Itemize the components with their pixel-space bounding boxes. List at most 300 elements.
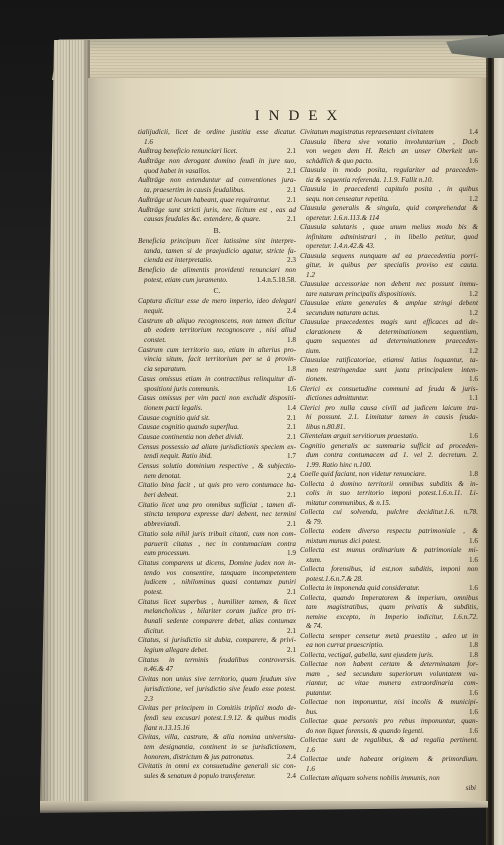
- entry-text: 1.2: [306, 270, 315, 279]
- entry-text: Clerici pro nulla causa civili ad judicem laicum tra-: [300, 403, 478, 412]
- index-entry: [300, 774, 478, 784]
- entry-text: spositioni juris communis.: [144, 384, 220, 393]
- index-entry: [138, 559, 296, 598]
- entry-text: tialijudicii, licet de ordine justitia esse dicatur.: [138, 128, 296, 136]
- entry-text: Cognitio generalis ac summaria sufficit ad proceden-: [300, 441, 478, 450]
- entry-text: Coelle quid faciant, non videtur renunciare.: [300, 470, 427, 478]
- index-entry: [138, 762, 296, 781]
- entry-text: xtum.: [306, 555, 322, 564]
- index-entry: [300, 442, 478, 471]
- page-ref: 1.4.n.5.18.58.: [256, 275, 296, 284]
- index-entry: [300, 698, 478, 717]
- entry-text: riantur, ac vitae munera extraordinaria com-: [306, 679, 478, 687]
- index-line: [138, 695, 296, 705]
- catchword: sibi: [465, 783, 476, 792]
- entry-text: fiant n.13.15.16: [144, 723, 190, 732]
- index-entry: [138, 266, 296, 285]
- entry-text: potest.1.6.n.7.& 28.: [306, 574, 363, 583]
- index-line: [300, 508, 478, 518]
- index-entry: [300, 717, 478, 736]
- index-line: [138, 317, 296, 327]
- index-entry: [300, 318, 478, 356]
- index-line: [138, 206, 296, 216]
- index-entry: [300, 404, 478, 433]
- index-line: [138, 481, 296, 491]
- index-entry: [138, 375, 296, 394]
- index-entry: [300, 138, 478, 167]
- page-ref: 2.1: [287, 413, 296, 422]
- entry-text: honorem, districtum & jus patronatus.: [144, 752, 255, 761]
- page-ref: 1.2: [469, 346, 478, 355]
- entry-text: Collectae unde habeant originem & primordium.: [300, 755, 478, 763]
- entry-text: gitur, in quibus per specialis proviso est cauta.: [306, 261, 478, 269]
- entry-text: dicitur.: [144, 626, 165, 635]
- page-ref: 1.2: [469, 289, 478, 298]
- index-line: [138, 433, 296, 443]
- entry-text: 1.6: [306, 764, 315, 773]
- entry-text: Casus omissus per vim pacti non excludit dispositi-: [138, 394, 296, 403]
- index-column-left: [138, 128, 296, 782]
- entry-text: Collecta eodem diverso respectu patrimoniale , &: [300, 527, 478, 535]
- page-ref: 2.1: [287, 646, 296, 655]
- entry-text: Außträge non extenduntur ad conventiones jura-: [138, 176, 296, 185]
- entry-text: cia separatum.: [144, 365, 187, 374]
- index-line: [300, 366, 478, 376]
- index-entry: [138, 530, 296, 559]
- page-ref: 2.1: [287, 520, 296, 529]
- index-line: [300, 147, 478, 157]
- page-ref: 1.4: [287, 403, 296, 412]
- entry-text: Clientelam arguit servitiorum praestatio.: [300, 432, 419, 440]
- index-line: [300, 299, 478, 309]
- index-line: [300, 565, 478, 575]
- index-entry: [138, 598, 296, 637]
- index-line: [300, 670, 478, 680]
- index-line: [300, 594, 478, 604]
- index-line: [138, 394, 296, 404]
- entry-text: tendi nequit. Ratio ibid.: [144, 452, 213, 461]
- entry-text: Clausulae ratificatoriae, etiamsi latius loquantur, ta-: [300, 356, 478, 364]
- entry-text: Civitas, villa, castrum, & alia nomina universita-: [138, 733, 296, 742]
- index-entry: [300, 385, 478, 404]
- index-entry: [300, 584, 478, 594]
- index-entry: [138, 675, 296, 704]
- entry-text: nemine excepto, in Imperio indicitur, 1.6.n.72.: [306, 612, 478, 621]
- index-line: [138, 157, 296, 167]
- index-entry: [300, 594, 478, 632]
- index-line: [300, 138, 478, 148]
- index-line: [300, 689, 478, 699]
- index-line: [300, 261, 478, 271]
- page-ref: 1.6: [469, 156, 478, 165]
- index-line: [300, 166, 478, 176]
- index-line: [138, 186, 296, 196]
- entry-text: Collecta est munus ordinarium & patrimoniale mi-: [300, 546, 478, 554]
- entry-text: tem designantia, continent in se jurisdictionem,: [144, 742, 296, 751]
- entry-text: beri debeat.: [144, 491, 179, 500]
- index-entry: [138, 501, 296, 530]
- index-line: [138, 138, 296, 148]
- index-line: [138, 530, 296, 540]
- page-ref: 1.8: [287, 365, 296, 374]
- index-entry: [138, 481, 296, 500]
- index-line: [138, 598, 296, 608]
- index-line: [138, 588, 296, 598]
- page-ref: 1.6: [469, 688, 478, 697]
- entry-text: Collectam aliquam solvens nobilis immunis, non: [300, 774, 440, 782]
- entry-text: libus n.80.81.: [306, 422, 346, 431]
- facing-page-edge: [494, 58, 504, 845]
- entry-text: Außträge sunt stricti juris, nec licitum est , eas ad: [138, 205, 296, 214]
- page-ref: 1.8: [469, 641, 478, 649]
- index-line: [138, 326, 296, 336]
- entry-text: Citatus, si jurisdictio sit dubia, comparere, & privi-: [138, 636, 296, 645]
- index-line: [300, 328, 478, 338]
- index-line: [300, 356, 478, 366]
- index-line: [300, 727, 478, 737]
- index-line: [300, 128, 478, 138]
- entry-text: 1.6: [144, 137, 153, 146]
- entry-text: Citatio sola nihil juris tribuit citanti, cum non com-: [138, 529, 296, 538]
- index-entry: [300, 565, 478, 584]
- index-line: [138, 355, 296, 365]
- index-entry: [300, 223, 478, 252]
- index-line: [138, 772, 296, 782]
- page-ref: 1.6: [469, 375, 478, 383]
- entry-text: Census possessio ad aliam jurisdictionis speciem ex-: [138, 442, 296, 451]
- entry-text: Außträge ut locum habeant, quae requirantur.: [138, 195, 271, 204]
- entry-text: Citatus comparens ut dicens, Domine judex non in-: [138, 558, 296, 567]
- entry-text: mitatur communibus, & n.15.: [306, 498, 391, 507]
- index-entry: [300, 527, 478, 546]
- index-line: [138, 714, 296, 724]
- index-entry: [300, 632, 478, 651]
- entry-text: tanda, tamen si de praejudicio agatur, stricte fa-: [144, 246, 296, 255]
- entry-text: men restringendae sunt juxta principalem inten-: [306, 365, 478, 374]
- index-entry: [300, 185, 478, 204]
- entry-text: von wegen dem H. Reich an unser Oberkeit un-: [306, 147, 478, 155]
- index-line: [138, 336, 296, 346]
- index-line: [138, 247, 296, 257]
- index-line: [138, 266, 296, 276]
- entry-text: Außtrag beneficio renunciari licet.: [138, 147, 238, 156]
- entry-text: 2.3: [144, 694, 153, 703]
- page-ref: 1.6: [469, 584, 478, 592]
- index-line: [138, 215, 296, 225]
- index-line: [138, 704, 296, 714]
- index-line: [300, 480, 478, 490]
- index-line: [138, 375, 296, 385]
- page-ref: 2.1: [287, 195, 296, 204]
- entry-text: Civitatis in omni ex consuetudine generali sic con-: [138, 762, 296, 771]
- index-line: [138, 404, 296, 414]
- entry-text: dictiones admittuntur.: [306, 394, 369, 402]
- page-ref: 2.1: [287, 147, 296, 156]
- index-line: [138, 147, 296, 157]
- index-line: [300, 632, 478, 642]
- index-entry: [138, 176, 296, 195]
- index-entry: [138, 443, 296, 462]
- index-line: [138, 675, 296, 685]
- index-entry: [300, 480, 478, 509]
- entry-text: abbreviandi.: [144, 520, 181, 529]
- index-entry: [300, 299, 478, 318]
- entry-text: Collectae non imponuntur, nisi incolis & municipi-: [300, 698, 478, 706]
- index-line: [300, 204, 478, 214]
- index-line: [300, 157, 478, 167]
- index-entry: [138, 346, 296, 375]
- index-line: [138, 237, 296, 247]
- index-entry: [300, 204, 478, 223]
- index-line: [300, 584, 478, 594]
- index-entry: [300, 356, 478, 385]
- entry-text: schädlich & quo pacto.: [306, 156, 374, 165]
- index-entry: [300, 432, 478, 442]
- index-entry: [300, 660, 478, 698]
- index-line: [300, 375, 478, 385]
- entry-text: Causae cognitio quando superflua.: [138, 423, 240, 432]
- index-entry: [138, 157, 296, 176]
- entry-text: bunali sedente comparere debet, alias contumax: [144, 617, 296, 625]
- index-line: [138, 646, 296, 656]
- entry-text: Collectae quae personis pro rebus imponuntur, quan-: [300, 717, 478, 725]
- entry-text: quod habet in vasallos.: [144, 166, 211, 175]
- index-line: [300, 537, 478, 547]
- index-line: [138, 297, 296, 307]
- index-line: [300, 461, 478, 471]
- page-ref: 2.1: [287, 166, 296, 175]
- index-heading: INDEX: [254, 108, 347, 124]
- index-entry: [138, 704, 296, 733]
- index-line: [138, 346, 296, 356]
- entry-text: Civitas non unius sive territorio, quam feudum sive: [138, 675, 296, 684]
- index-entry: [138, 196, 296, 206]
- index-line: [300, 242, 478, 252]
- index-line: [138, 423, 296, 433]
- index-line: [300, 214, 478, 224]
- entry-text: Clausulae praecedentes magis sunt efficaces ad de-: [300, 318, 478, 326]
- index-line: [300, 185, 478, 195]
- page-ref: 1.1: [469, 394, 478, 402]
- entry-text: Collecta, vectigal, gabella, sunt ejusdem juris.: [300, 650, 434, 659]
- entry-text: Civitas per principem in Comitiis triplici modo de-: [138, 704, 296, 713]
- page-ref: 1.9: [287, 549, 296, 558]
- index-line: [138, 462, 296, 472]
- index-line: [300, 717, 478, 727]
- entry-text: bus.: [306, 707, 318, 716]
- entry-text: sequ. non censeatur repetita.: [306, 194, 389, 203]
- page-ref: 1.6: [287, 384, 296, 393]
- index-line: [300, 698, 478, 708]
- index-line: [300, 736, 478, 746]
- index-entry: [138, 297, 296, 316]
- index-entry: [300, 651, 478, 661]
- entry-text: Beneficia principum licet latissime sint interpre-: [138, 236, 296, 245]
- page-ref: 1.6: [469, 536, 478, 545]
- entry-text: do non liquet forensis, & quando legenti.: [306, 726, 424, 735]
- entry-text: putantur.: [306, 688, 332, 697]
- index-line: [138, 196, 296, 206]
- index-line: [138, 472, 296, 482]
- entry-text: colis in suo territorio imponi potest.1.6.n.11. Li-: [306, 489, 478, 497]
- entry-text: Castrum ab aliquo recognoscens, non tamen dicitur: [138, 316, 296, 325]
- entry-text: tium.: [306, 346, 321, 355]
- entry-text: melancholicus , hilariter coram judice pro tri-: [144, 607, 296, 616]
- book-bottom-edge: [40, 801, 488, 813]
- index-line: [138, 501, 296, 511]
- index-line: [300, 271, 478, 281]
- index-line: [138, 128, 296, 138]
- entry-text: Collecta cui solvenda, pulchre deciditur.1.6. n.78.: [300, 508, 478, 516]
- index-line: [138, 452, 296, 462]
- entry-text: ab eodem territorium recognoscere , nisi aliud: [144, 326, 296, 335]
- index-line: [300, 394, 478, 404]
- entry-text: Castrum cum territorio suo, etiam in alterius pro-: [138, 345, 296, 354]
- entry-text: Außträge non derogant domino feudi in jure suo,: [138, 157, 296, 166]
- entry-text: Clausula salutaris , quae unum melius modo bis &: [300, 223, 478, 231]
- entry-text: vincia situm, facit territorium per se à provin-: [144, 355, 296, 364]
- index-line: [138, 520, 296, 530]
- entry-text: potest.: [144, 587, 163, 596]
- index-line: [138, 491, 296, 501]
- entry-text: mixtum munus dici potest.: [306, 536, 382, 545]
- index-line: [138, 665, 296, 675]
- page-ref: 2.1: [287, 423, 296, 432]
- index-line: [300, 337, 478, 347]
- entry-text: Clausula sequens nunquam ad ea praecedentia porri-: [300, 251, 478, 260]
- entry-text: Citatus in terminis feudalibus controversis.: [138, 655, 296, 664]
- index-column-right: [300, 128, 478, 793]
- index-entry: [300, 736, 478, 755]
- index-entry: [300, 755, 478, 774]
- index-line: [300, 746, 478, 756]
- index-line: [300, 622, 478, 632]
- index-line: [300, 546, 478, 556]
- entry-text: tionem pacti legalis.: [144, 403, 203, 412]
- index-entry: [300, 546, 478, 565]
- index-line: [300, 223, 478, 233]
- index-line: [300, 765, 478, 775]
- entry-text: cienda est interpretatio.: [144, 256, 213, 265]
- index-line: [300, 413, 478, 423]
- page-ref: 2.1: [287, 432, 296, 441]
- index-line: [300, 404, 478, 414]
- entry-text: Citatio licet una pro omnibus sufficiat , tamen di-: [138, 500, 296, 509]
- index-line: [138, 559, 296, 569]
- page-ref: 2.1: [287, 626, 296, 635]
- index-line: [300, 556, 478, 566]
- book-gutter: [486, 58, 494, 845]
- entry-text: Captura dicitur esse de mero imperio, ideo delegari: [138, 297, 296, 306]
- index-line: [138, 762, 296, 772]
- page-ref: 2.1: [287, 215, 296, 224]
- entry-text: Beneficio de alimentis providenti renunciari non: [138, 265, 296, 274]
- index-line: [138, 276, 296, 286]
- index-line: [138, 176, 296, 186]
- page-ref: 2.4: [287, 307, 296, 315]
- entry-text: legium allegare debet.: [144, 646, 209, 655]
- index-line: [138, 385, 296, 395]
- page-ref: 2.4: [287, 752, 296, 761]
- index-line: [300, 575, 478, 585]
- entry-text: Causae cognitio quid sit.: [138, 413, 210, 422]
- index-entry: [138, 128, 296, 147]
- page-ref: 1.7: [287, 452, 296, 461]
- index-line: [300, 309, 478, 319]
- index-line: [138, 365, 296, 375]
- index-entry: [300, 166, 478, 185]
- entry-text: Collectae sunt de regalibus, & ad regalia pertinent.: [300, 736, 478, 744]
- index-line: [300, 442, 478, 452]
- entry-text: Clausula in modo posita, regulariter ad praeceden-: [300, 166, 478, 174]
- index-line: [300, 641, 478, 651]
- entry-text: ea non currat praescriptio.: [306, 641, 384, 649]
- index-line: [138, 510, 296, 520]
- index-line: [300, 499, 478, 509]
- index-entry: [138, 147, 296, 157]
- index-line: [300, 176, 478, 186]
- index-line: [300, 252, 478, 262]
- entry-text: jurisdictione, vel jurisdictio sive feudo esse potest.: [144, 684, 296, 693]
- entry-text: stincta tempora expresse dari debent, nec termini: [144, 510, 296, 519]
- entry-text: tionem.: [306, 375, 328, 383]
- page-ref: 2.1: [287, 491, 296, 500]
- index-entry: [138, 394, 296, 413]
- entry-text: dum contra contumacem ad 1. vel 2. decretum. 2.: [306, 451, 478, 459]
- entry-text: constet.: [144, 336, 167, 345]
- entry-text: Casus omissus etiam in contractibus relinquitur di-: [138, 374, 296, 383]
- entry-text: Collecta à domino territorii omnibus subditis & in-: [300, 479, 478, 488]
- index-line: [138, 656, 296, 666]
- page-ref: 1.8: [469, 470, 478, 478]
- entry-text: Clausulae accessoriae non debent nec possunt immu-: [300, 280, 478, 288]
- entry-text: fendi seu excusari potest.1.9.12. & quibus modis: [144, 713, 296, 722]
- index-line: [300, 489, 478, 499]
- index-line: [138, 167, 296, 177]
- index-entry: [138, 636, 296, 655]
- entry-text: Collecta, quando Imperatorem & imperium, omnibus: [300, 593, 478, 602]
- entry-text: secundum naturam actus.: [306, 308, 380, 317]
- entry-text: & 79.: [306, 517, 323, 526]
- entry-text: & 74.: [306, 622, 323, 630]
- entry-text: Civitatum magistratus repraesentant civitatem: [300, 128, 434, 136]
- index-line: [300, 451, 478, 461]
- entry-text: operetur. 1.6.n.113.& 114: [306, 213, 380, 222]
- entry-text: Collecta forensibus, id est,non subditis, imponi non: [300, 565, 478, 573]
- index-line: [300, 470, 478, 480]
- index-line: [138, 569, 296, 579]
- entry-text: Collecta semper censetur metà praestita , adeo ut in: [300, 631, 478, 640]
- index-entry: [138, 656, 296, 675]
- entry-text: tendo vos consentire, tanquam incompetentem: [144, 568, 296, 577]
- page-ref: 1.6: [469, 555, 478, 564]
- entry-text: operetur. 1.4.n.42.& 43.: [306, 242, 375, 250]
- entry-text: 1.6: [306, 745, 315, 754]
- index-line: [138, 307, 296, 317]
- entry-text: tia & sequentia referenda. 1.1.9. Fallit n.10.: [306, 175, 434, 184]
- index-line: [138, 443, 296, 453]
- index-line: [138, 256, 296, 266]
- index-entry: [138, 433, 296, 443]
- section-letter: B.: [213, 225, 221, 235]
- index-line: [138, 724, 296, 734]
- entry-text: nequit.: [144, 307, 164, 315]
- index-entry: [138, 317, 296, 346]
- entry-text: Citatio bina facit , ut quis pro vero contumace ha-: [138, 481, 296, 490]
- entry-text: infinitam administrari , in libello petitur, quod: [306, 232, 478, 241]
- index-line: [138, 685, 296, 695]
- entry-text: Clausulae etiam generales & amplae stringi debent: [300, 299, 478, 307]
